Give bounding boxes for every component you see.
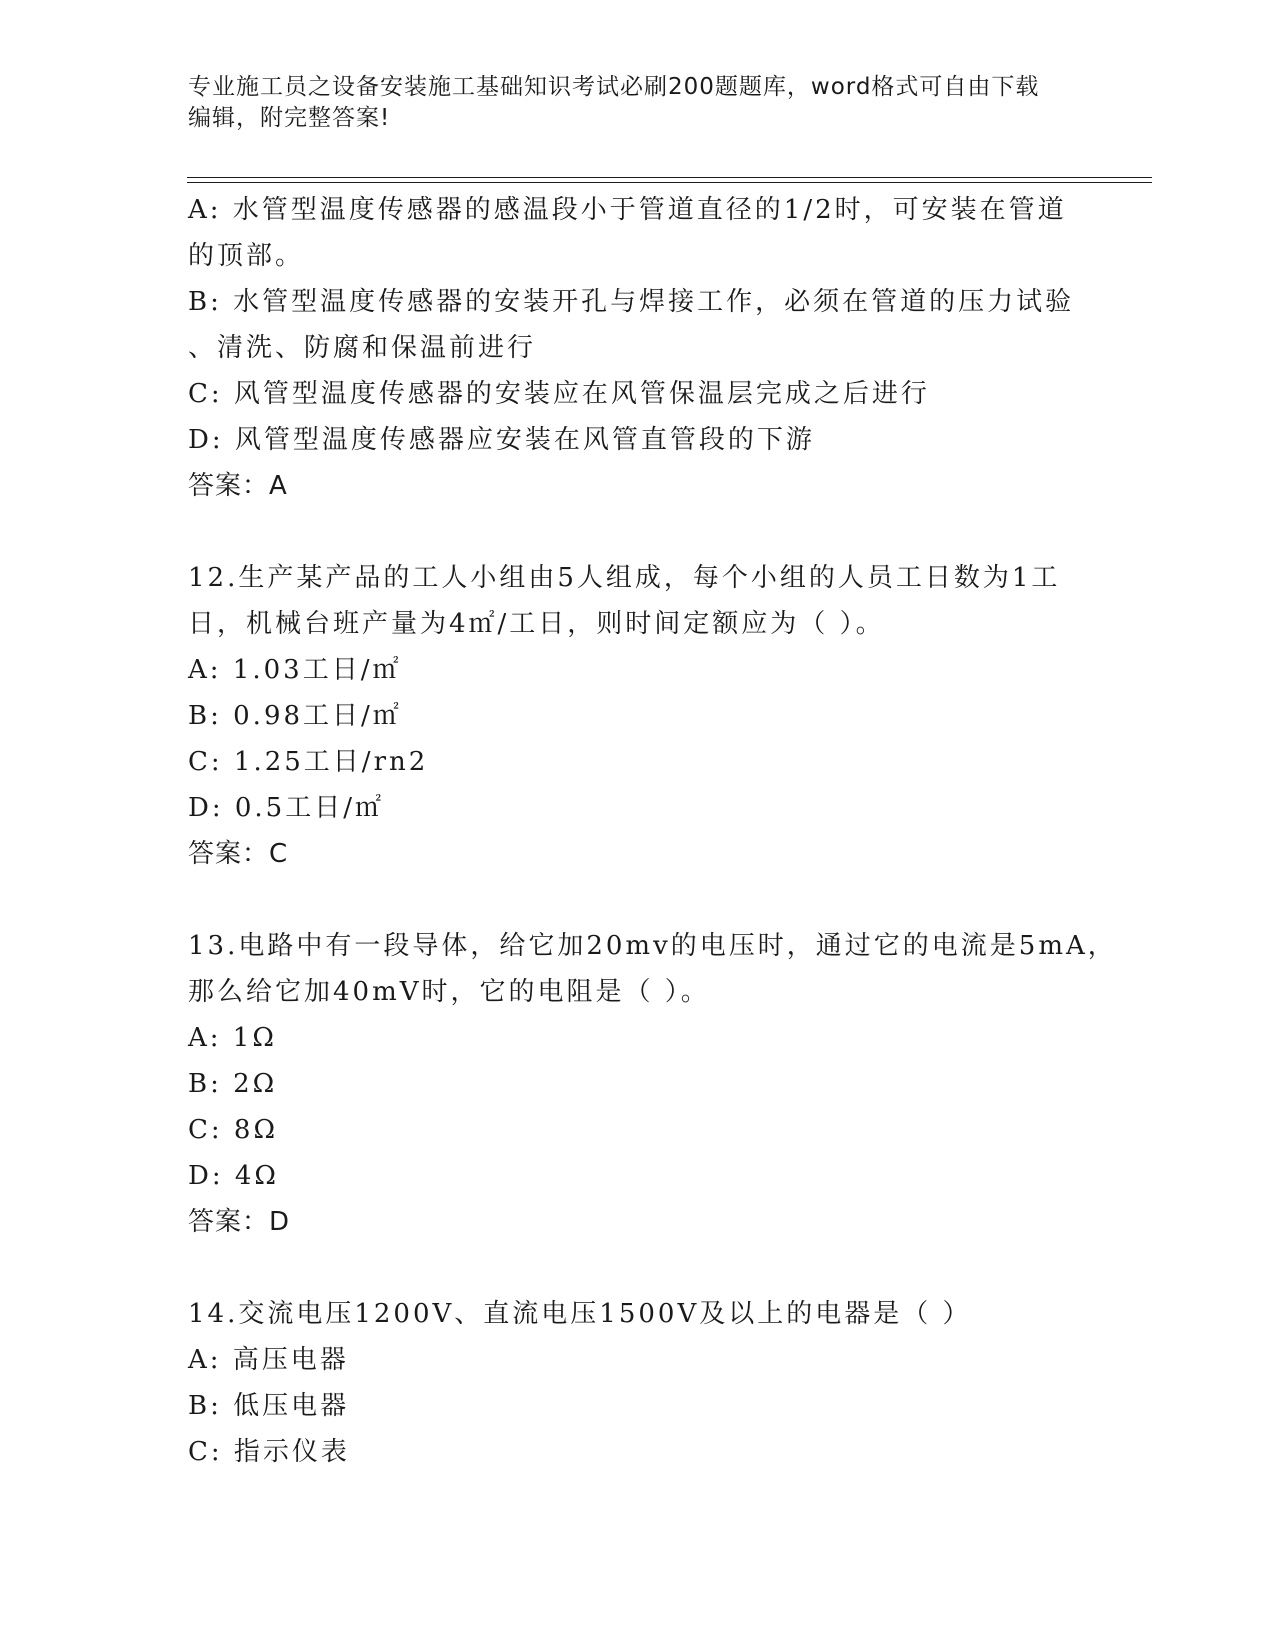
- q14-option-c: C: 指示仪表: [188, 1437, 350, 1467]
- page-header: [188, 72, 1108, 134]
- spacer: [188, 509, 1088, 555]
- q13-option-d: D: 4Ω: [188, 1161, 279, 1191]
- q13-answer: 答案：D: [188, 1207, 291, 1237]
- q11-option-c: C: 风管型温度传感器的安装应在风管保温层完成之后进行: [188, 379, 930, 409]
- q11-answer: 答案：A: [188, 471, 288, 501]
- q11-option-b-line-2: 、清洗、防腐和保温前进行: [188, 333, 537, 363]
- header-title-line-2: 编辑，附完整答案!: [188, 105, 391, 131]
- q11-option-a-line-2: 的顶部。: [188, 241, 305, 271]
- q12-answer: 答案：C: [188, 839, 289, 869]
- q11-option-a-line-1: A: 水管型温度传感器的感温段小于管道直径的1/2时，可安装在管道: [188, 195, 1067, 225]
- header-divider-top: [187, 177, 1152, 178]
- q12-question-line-1: 12.生产某产品的工人小组由5人组成，每个小组的人员工日数为1工: [188, 563, 1061, 593]
- header-title-line-1: 专业施工员之设备安装施工基础知识考试必刷200题题库，word格式可自由下载: [188, 74, 1040, 100]
- q13-question-line-2: 那么给它加40mV时，它的电阻是（ ）。: [188, 977, 710, 1007]
- question-14: [188, 1291, 1088, 1475]
- q14-option-b: B: 低压电器: [188, 1391, 350, 1421]
- q13-option-c: C: 8Ω: [188, 1115, 279, 1145]
- q13-option-b: B: 2Ω: [188, 1069, 278, 1099]
- q12-question-line-2: 日，机械台班产量为4㎡/工日，则时间定额应为（ ）。: [188, 609, 885, 639]
- q12-option-a: A: 1.03工日/㎡: [188, 655, 402, 685]
- q11-option-b-line-1: B: 水管型温度传感器的安装开孔与焊接工作，必须在管道的压力试验: [188, 287, 1075, 317]
- question-11: [188, 187, 1088, 509]
- q12-option-c: C: 1.25工日/rn2: [188, 747, 429, 777]
- q13-option-a: A: 1Ω: [188, 1023, 277, 1053]
- question-13: [188, 923, 1117, 1245]
- q12-option-d: D: 0.5工日/㎡: [188, 793, 384, 823]
- q14-question-line-1: 14.交流电压1200V、直流电压1500V及以上的电器是（ ）: [188, 1299, 972, 1329]
- document-content: [188, 187, 1117, 1475]
- header-divider-bottom: [187, 182, 1152, 183]
- spacer: [188, 1245, 1088, 1291]
- question-12: [188, 555, 1088, 877]
- q11-option-d: D: 风管型温度传感器应安装在风管直管段的下游: [188, 425, 815, 455]
- q14-option-a: A: 高压电器: [188, 1345, 349, 1375]
- q13-question-line-1: 13.电路中有一段导体，给它加20mv的电压时，通过它的电流是5mA，: [188, 931, 1117, 961]
- spacer: [188, 877, 1088, 923]
- q12-option-b: B: 0.98工日/㎡: [188, 701, 402, 731]
